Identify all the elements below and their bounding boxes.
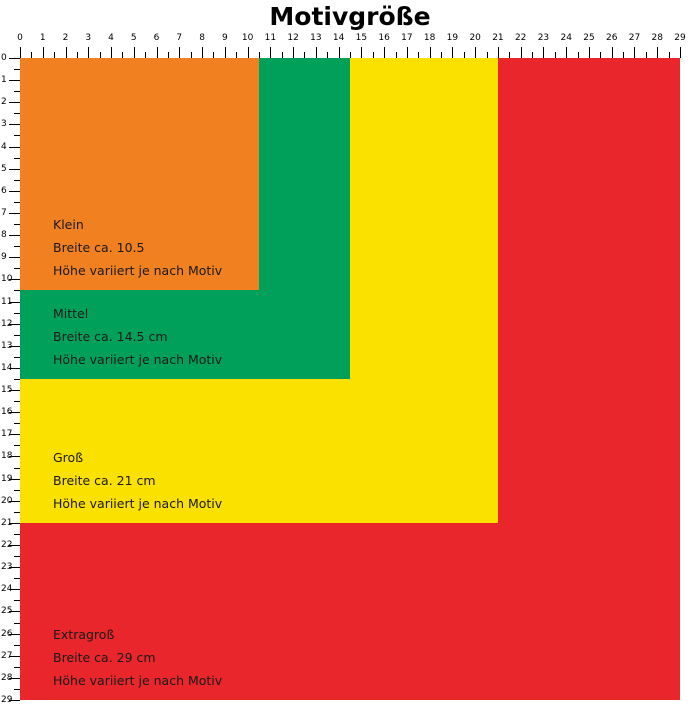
ruler-left-label: 12 bbox=[1, 318, 13, 329]
size-label-width-extragross: Breite ca. 29 cm bbox=[53, 650, 156, 665]
ruler-left-tick-major bbox=[9, 102, 20, 103]
ruler-top-tick-major bbox=[179, 47, 180, 58]
ruler-top-tick-major bbox=[316, 47, 317, 58]
ruler-top-tick-major bbox=[475, 47, 476, 58]
ruler-left-label: 8 bbox=[1, 230, 7, 241]
ruler-top-label: 21 bbox=[492, 33, 504, 43]
ruler-left-label: 16 bbox=[1, 407, 13, 418]
ruler-left bbox=[0, 53, 20, 705]
size-chart-canvas bbox=[20, 58, 680, 700]
size-label-height-klein: Höhe variiert je nach Motiv bbox=[53, 263, 223, 279]
ruler-left-label: 11 bbox=[1, 296, 13, 307]
ruler-top-tick-major bbox=[202, 47, 203, 58]
ruler-top-tick-major bbox=[657, 47, 658, 58]
ruler-top-tick-major bbox=[111, 47, 112, 58]
ruler-left-label: 23 bbox=[1, 562, 13, 573]
ruler-left-tick-major bbox=[9, 257, 20, 258]
ruler-top-label: 25 bbox=[583, 33, 595, 43]
ruler-top-tick-major bbox=[339, 47, 340, 58]
ruler-top-tick-major bbox=[566, 47, 567, 58]
size-label-width-gross: Breite ca. 21 cm bbox=[53, 472, 156, 488]
ruler-top-tick-major bbox=[293, 47, 294, 58]
ruler-left-label: 4 bbox=[1, 141, 7, 152]
ruler-top-label: 5 bbox=[130, 33, 137, 43]
ruler-left-label: 29 bbox=[1, 695, 13, 705]
ruler-top-tick-major bbox=[680, 47, 681, 58]
ruler-top-label: 10 bbox=[241, 33, 254, 43]
page-title: Motivgröße bbox=[269, 2, 431, 31]
ruler-top-label: 4 bbox=[108, 33, 114, 43]
ruler-top-tick-major bbox=[20, 47, 21, 58]
ruler-left-label: 7 bbox=[1, 207, 7, 218]
ruler-left-label: 22 bbox=[1, 540, 13, 551]
ruler-top-label: 6 bbox=[153, 33, 160, 43]
ruler-left-label: 28 bbox=[1, 672, 13, 683]
ruler-top-label: 19 bbox=[446, 33, 459, 43]
ruler-top-tick-major bbox=[157, 47, 158, 58]
ruler-left-tick-major bbox=[9, 191, 20, 192]
ruler-left-label: 1 bbox=[1, 75, 7, 86]
ruler-left-label: 13 bbox=[1, 340, 13, 351]
ruler-left-label: 18 bbox=[1, 451, 13, 462]
ruler-top-tick-major bbox=[521, 47, 522, 58]
size-label-name-klein: Klein bbox=[53, 217, 84, 233]
size-label-name-gross: Groß bbox=[53, 449, 84, 465]
ruler-left-tick-major bbox=[9, 58, 20, 59]
ruler-top-tick-major bbox=[248, 47, 249, 58]
ruler-top-label: 20 bbox=[469, 33, 481, 43]
ruler-top-label: 13 bbox=[310, 33, 322, 43]
ruler-top-tick-major bbox=[384, 47, 385, 58]
ruler-top-label: 27 bbox=[628, 33, 641, 43]
size-block-klein[interactable] bbox=[20, 58, 259, 290]
ruler-left-label: 20 bbox=[1, 495, 13, 506]
ruler-top-label: 2 bbox=[62, 33, 69, 43]
ruler-top-tick-major bbox=[225, 47, 226, 58]
ruler-top-label: 3 bbox=[85, 33, 92, 43]
ruler-left-label: 17 bbox=[1, 429, 13, 440]
ruler-top-tick-major bbox=[134, 47, 135, 58]
ruler-left-label: 24 bbox=[1, 584, 13, 595]
ruler-left-label: 15 bbox=[1, 385, 13, 396]
ruler-top-tick-major bbox=[634, 47, 635, 58]
size-label-height-gross: Höhe variiert je nach Motiv bbox=[53, 495, 223, 511]
ruler-top-label: 17 bbox=[401, 33, 413, 43]
ruler-left-tick-major bbox=[9, 235, 20, 236]
ruler-top-label: 11 bbox=[264, 33, 277, 43]
ruler-top-tick-major bbox=[430, 47, 431, 58]
ruler-left-label: 5 bbox=[1, 163, 7, 174]
ruler-top-label: 0 bbox=[17, 33, 23, 43]
ruler-left-tick-major bbox=[9, 213, 20, 214]
ruler-top-tick-major bbox=[612, 47, 613, 58]
ruler-top-label: 14 bbox=[332, 33, 345, 43]
ruler-top-tick-major bbox=[589, 47, 590, 58]
ruler-left-label: 19 bbox=[1, 473, 13, 484]
ruler-top-tick-major bbox=[452, 47, 453, 58]
ruler-top-label: 24 bbox=[560, 33, 572, 43]
ruler-left-label: 27 bbox=[1, 650, 13, 661]
ruler-top-tick-major bbox=[66, 47, 67, 58]
ruler-top-label: 29 bbox=[674, 33, 686, 43]
ruler-top-label: 28 bbox=[651, 33, 663, 43]
ruler-top-label: 12 bbox=[287, 33, 299, 43]
size-label-height-extragross: Höhe variiert je nach Motiv bbox=[53, 673, 223, 688]
ruler-top-tick-major bbox=[88, 47, 89, 58]
ruler-top-label: 7 bbox=[176, 33, 183, 43]
ruler-left-label: 10 bbox=[1, 274, 13, 285]
size-label-height-mittel: Höhe variiert je nach Motiv bbox=[53, 352, 223, 367]
size-label-name-extragross: Extragroß bbox=[53, 627, 115, 642]
ruler-top-tick-major bbox=[498, 47, 499, 58]
ruler-top-tick-major bbox=[361, 47, 362, 58]
size-label-width-mittel: Breite ca. 14.5 cm bbox=[53, 329, 168, 344]
ruler-left-tick-major bbox=[9, 124, 20, 125]
ruler-left-label: 3 bbox=[1, 119, 7, 130]
ruler-top-label: 26 bbox=[605, 33, 618, 43]
ruler-left-label: 9 bbox=[1, 252, 7, 263]
size-label-width-klein: Breite ca. 10.5 bbox=[53, 240, 145, 256]
ruler-left-tick-major bbox=[9, 80, 20, 81]
ruler-top-label: 8 bbox=[199, 33, 205, 43]
ruler-left-label: 21 bbox=[1, 517, 13, 528]
ruler-top-tick-major bbox=[407, 47, 408, 58]
ruler-top-tick-major bbox=[543, 47, 544, 58]
ruler-top-label: 1 bbox=[39, 33, 46, 43]
ruler-top-label: 23 bbox=[537, 33, 550, 43]
size-label-name-mittel: Mittel bbox=[53, 306, 89, 321]
ruler-top-tick-major bbox=[270, 47, 271, 58]
ruler-top-label: 9 bbox=[221, 33, 228, 43]
ruler-top-label: 18 bbox=[423, 33, 436, 43]
ruler-left-label: 14 bbox=[1, 362, 13, 373]
ruler-left-label: 0 bbox=[1, 53, 7, 63]
ruler-left-tick-major bbox=[9, 169, 20, 170]
ruler-top bbox=[17, 33, 686, 58]
ruler-left-tick-major bbox=[9, 147, 20, 148]
ruler-left-label: 25 bbox=[1, 606, 13, 617]
ruler-top-tick-major bbox=[43, 47, 44, 58]
ruler-left-label: 6 bbox=[1, 185, 7, 196]
ruler-left-label: 2 bbox=[1, 97, 7, 108]
ruler-top-label: 22 bbox=[514, 33, 527, 43]
ruler-left-label: 26 bbox=[1, 628, 13, 639]
ruler-top-label: 15 bbox=[355, 33, 368, 43]
ruler-top-label: 16 bbox=[378, 33, 390, 43]
